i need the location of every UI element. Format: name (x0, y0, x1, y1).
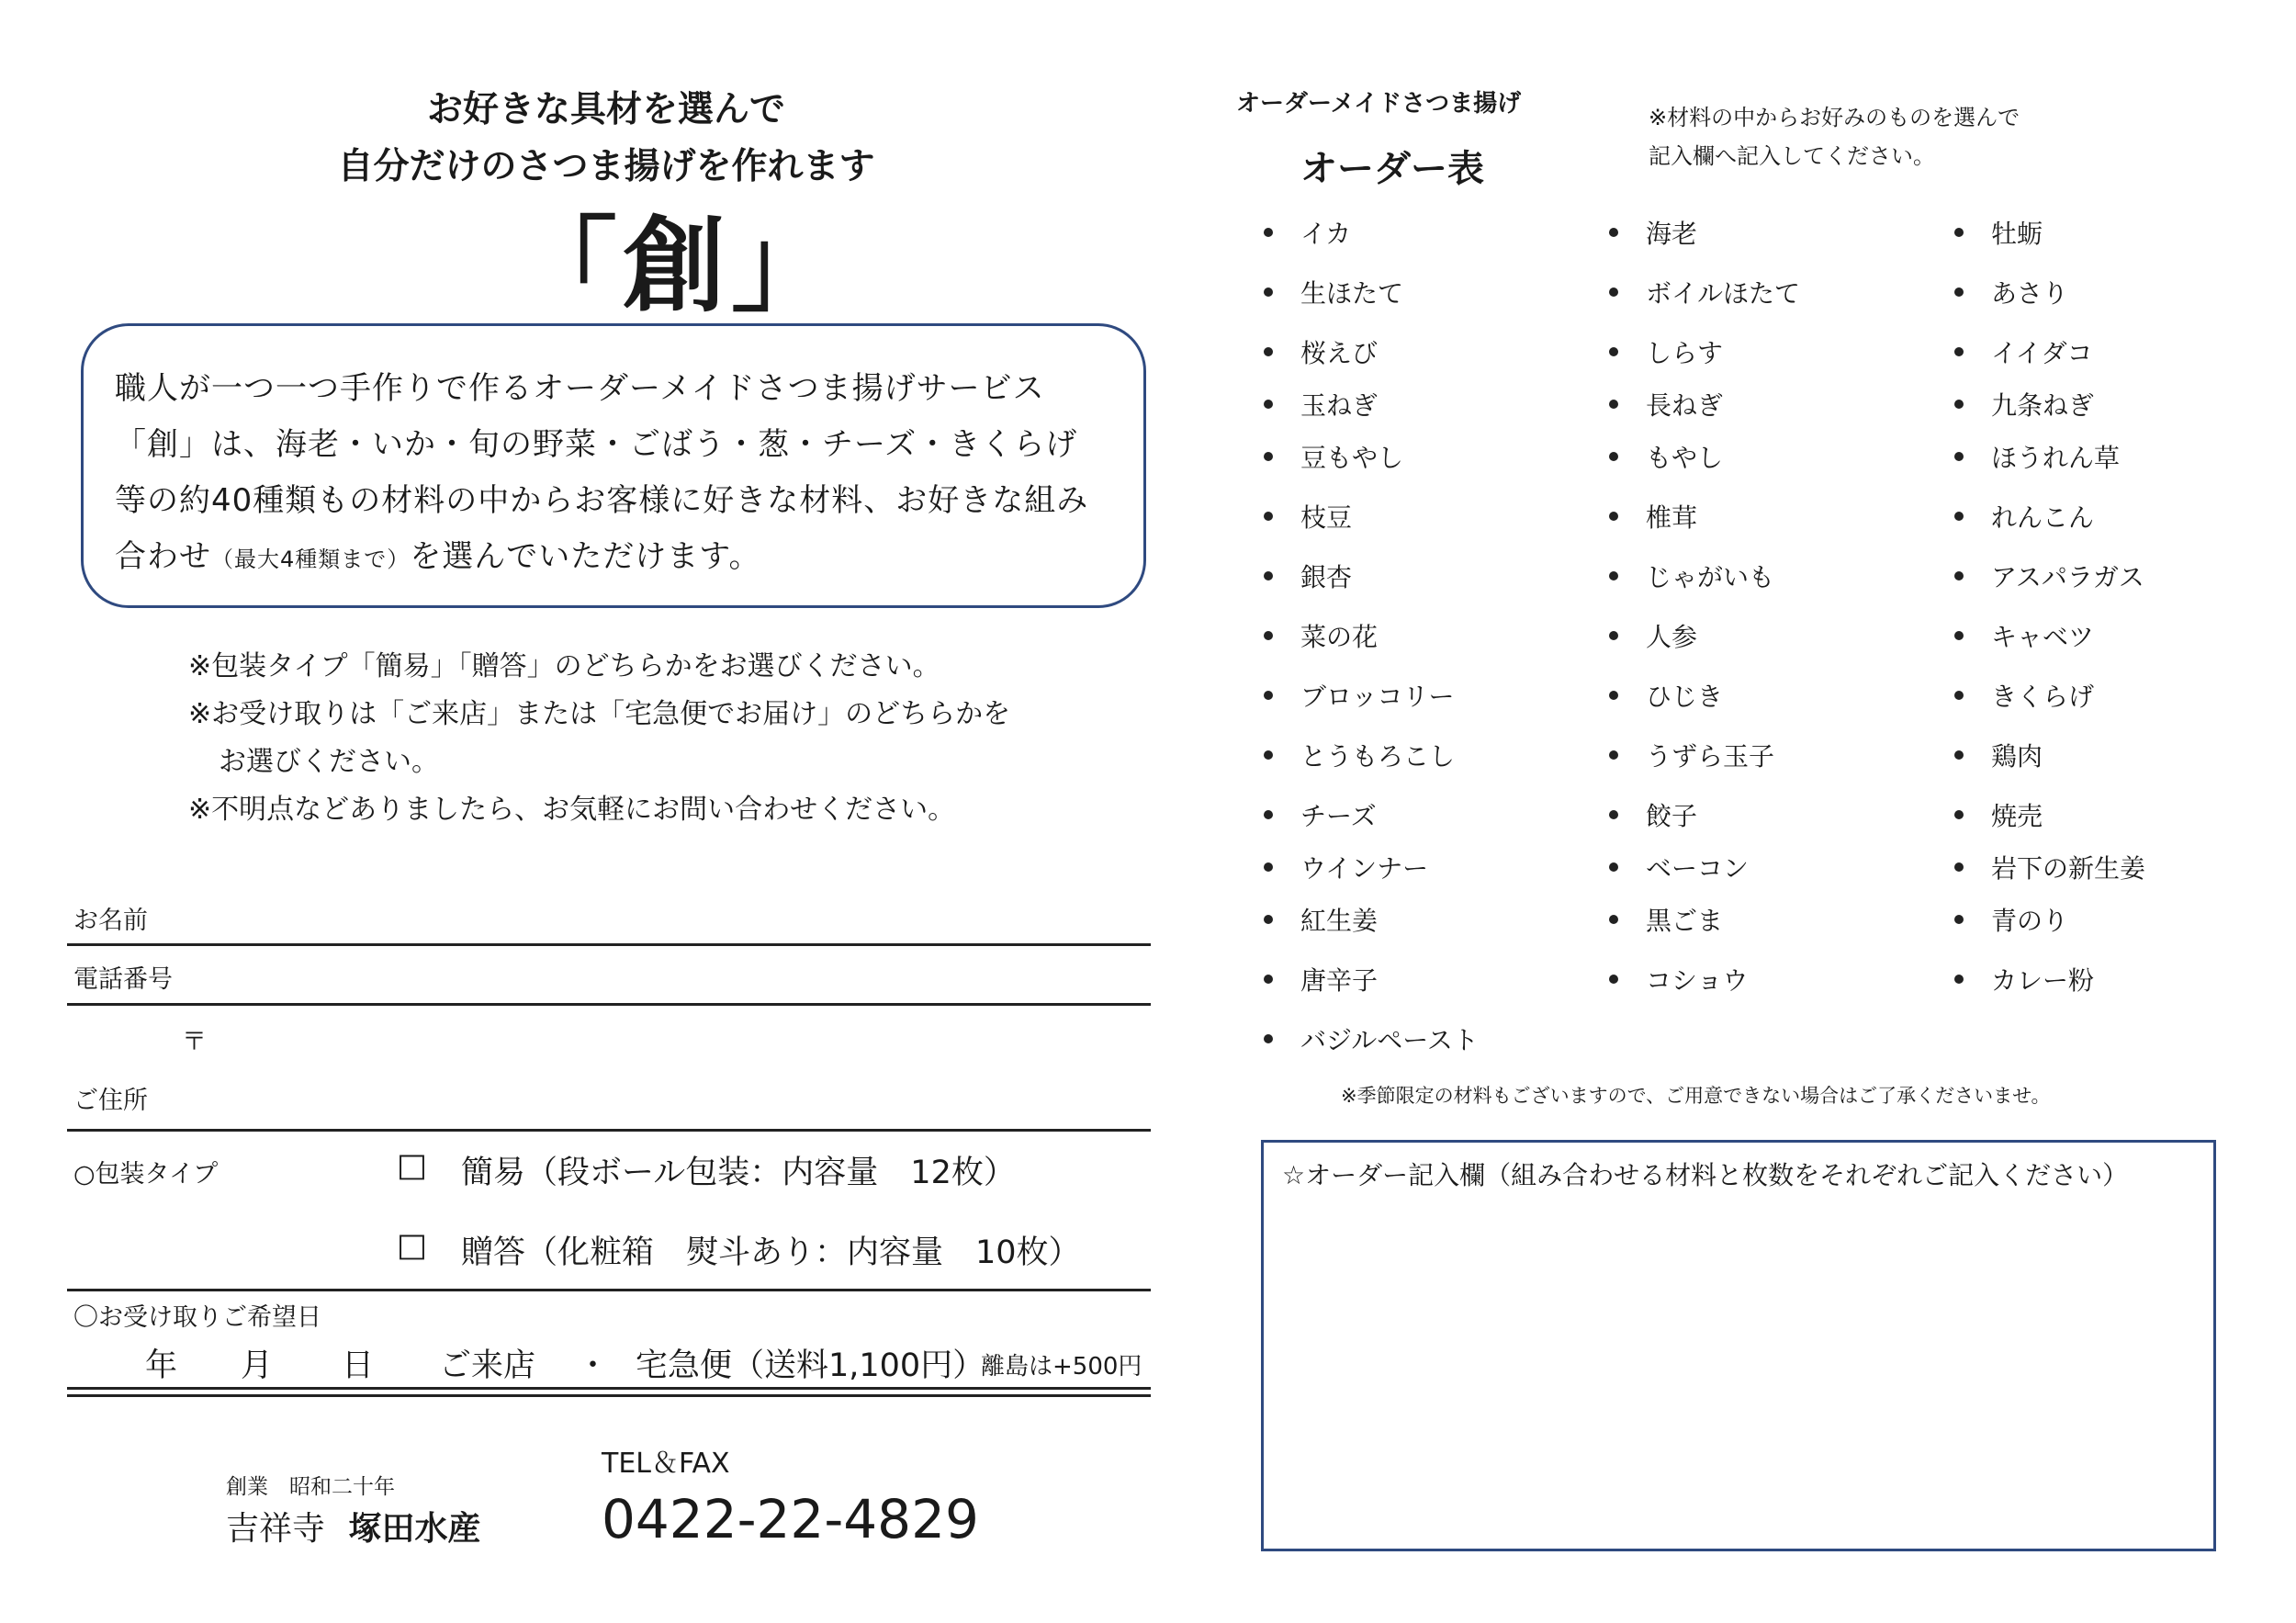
bullet-icon (1954, 228, 1964, 237)
bullet-icon (1264, 691, 1273, 700)
bullet-icon (1954, 287, 1964, 297)
bullet-icon (1609, 810, 1618, 819)
ingredient-item (1609, 333, 1723, 370)
ingredient-label: 青のり (1991, 906, 2069, 936)
ingredient-item (1264, 901, 1378, 938)
bullet-icon (1609, 228, 1618, 237)
ingredient-item (1609, 901, 1723, 938)
order-title: オーダー表 (1300, 148, 1484, 190)
bullet-icon (1264, 571, 1273, 580)
year-label: 年 (145, 1347, 178, 1384)
ingredient-label: ボイルほたて (1646, 278, 1801, 309)
month-label: 月 (241, 1347, 274, 1384)
ingredient-label: 九条ねぎ (1991, 390, 2095, 421)
bullet-icon (1609, 347, 1618, 356)
ingredient-label: ベーコン (1646, 853, 1750, 884)
ingredient-label: れんこん (1991, 502, 2095, 533)
intro-line1: 職人が一つ一つ手作りで作るオーダーメイドさつま揚げサービス (115, 370, 1045, 407)
phone-label: 電話番号 (73, 965, 173, 994)
bullet-icon (1954, 915, 1964, 924)
double-rule-bottom (67, 1394, 1151, 1397)
checkbox-simple[interactable]: □ (397, 1147, 428, 1184)
instruction-line1: ※材料の中からお好みのものを選んで (1649, 105, 2020, 130)
ingredient-item (1609, 961, 1748, 997)
note-pickup-cont: お選びください。 (219, 746, 439, 778)
bullet-icon (1609, 915, 1618, 924)
ingredient-label: 豆もやし (1300, 443, 1404, 473)
day-label: 日 (342, 1347, 375, 1384)
packaging-divider (67, 1289, 1151, 1291)
bullet-icon (1264, 915, 1273, 924)
ingredient-item (1609, 214, 1697, 251)
ingredient-item (1264, 498, 1352, 535)
ingredient-item (1264, 274, 1403, 310)
bullet-icon (1264, 862, 1273, 872)
ingredient-item (1264, 333, 1378, 370)
ingredient-label: 岩下の新生姜 (1991, 853, 2146, 884)
bullet-icon (1609, 287, 1618, 297)
ingredient-label: ひじき (1646, 682, 1724, 712)
ingredient-label: イカ (1300, 219, 1352, 249)
bullet-icon (1264, 228, 1273, 237)
ingredient-label: 焼売 (1991, 801, 2043, 831)
note-contact: ※不明点などありましたら、お気軽にお問い合わせください。 (188, 794, 956, 826)
intro-line4: 合わせ（最大4種類まで）を選んでいただけます。 (115, 538, 761, 575)
ingredient-item (1954, 961, 2094, 997)
ingredient-label: 枝豆 (1300, 502, 1353, 533)
bullet-icon (1954, 975, 1964, 984)
ingredient-label: アスパラガス (1991, 562, 2144, 592)
note-packaging: ※包装タイプ「簡易」「贈答」のどちらかをお選びください。 (188, 650, 940, 682)
ingredient-label: ウインナー (1300, 853, 1429, 884)
ingredient-label: しらす (1646, 338, 1724, 368)
ingredient-label: 紅生姜 (1300, 906, 1379, 936)
bullet-icon (1954, 862, 1964, 872)
ingredient-label: 人参 (1646, 622, 1698, 652)
ingredient-item (1954, 333, 2093, 370)
bullet-icon (1609, 975, 1618, 984)
intro-line3: 等の約40種類もの材料の中からお客様に好きな材料、お好きな組み (115, 482, 1089, 519)
bullet-icon (1609, 691, 1618, 700)
ingredient-item (1954, 901, 2068, 938)
ingredient-label: 海老 (1646, 219, 1698, 249)
bullet-icon (1264, 287, 1273, 297)
area-name: 吉祥寺 (226, 1510, 326, 1548)
name-label: お名前 (73, 907, 148, 935)
address-label: ご住所 (73, 1087, 148, 1115)
option-gift-label: 贈答（化粧箱 熨斗あり：内容量 10枚） (461, 1234, 1081, 1271)
ingredient-label: 鶏肉 (1991, 741, 2043, 772)
bullet-icon (1954, 571, 1964, 580)
ingredient-label: 椎茸 (1646, 502, 1698, 533)
bullet-icon (1954, 810, 1964, 819)
ingredient-item (1609, 796, 1697, 833)
ingredient-item (1954, 274, 2068, 310)
double-rule-top (67, 1387, 1151, 1390)
postal-mark: 〒 (182, 1028, 207, 1056)
order-entry-title: ☆オーダー記入欄（組み合わせる材料と枚数をそれぞれご記入ください） (1282, 1160, 2129, 1190)
ingredient-item (1954, 214, 2043, 251)
service-name: 「創」 (514, 206, 839, 326)
headline-line1: お好きな具材を選んで (426, 89, 785, 130)
seasonal-note: ※季節限定の材料もございますので、ご用意できない場合はご了承くださいませ。 (1341, 1085, 2051, 1107)
ingredient-item (1609, 737, 1774, 773)
bullet-icon (1609, 862, 1618, 872)
company-name: 塚田水産 (348, 1510, 481, 1548)
ingredient-label: 生ほたて (1300, 278, 1404, 309)
intro-line2: 「創」は、海老・いか・旬の野菜・ごばう・葱・チーズ・きくらげ (115, 426, 1078, 463)
bullet-icon (1264, 750, 1273, 760)
ingredient-label: じゃがいも (1646, 562, 1775, 592)
ingredient-label: 菜の花 (1300, 622, 1379, 652)
ingredient-item (1264, 796, 1377, 833)
phone-number: 0422-22-4829 (602, 1488, 979, 1550)
headline-line2: 自分だけのさつま揚げを作れます (337, 146, 875, 187)
island-surcharge: 離島は+500円 (981, 1353, 1142, 1381)
ingredient-item (1954, 438, 2120, 475)
ingredient-item (1264, 1020, 1479, 1057)
bullet-icon (1264, 452, 1273, 461)
ingredient-label: うずら玉子 (1646, 741, 1775, 772)
bullet-icon (1609, 750, 1618, 760)
ingredient-item (1264, 677, 1454, 714)
ingredient-label: イイダコ (1991, 338, 2093, 368)
ingredient-label: あさり (1991, 278, 2069, 309)
founded-text: 創業 昭和二十年 (226, 1475, 395, 1499)
visit-option[interactable]: ご来店 (439, 1347, 536, 1384)
ingredient-item (1609, 498, 1697, 535)
order-entry-box[interactable] (1261, 1140, 2216, 1551)
bullet-icon (1264, 975, 1273, 984)
bullet-icon (1264, 1034, 1273, 1043)
ingredient-label: バジルペースト (1300, 1025, 1479, 1055)
ingredient-label: キャベツ (1991, 622, 2095, 652)
ingredient-label: 唐辛子 (1300, 965, 1379, 996)
ingredient-item (1609, 849, 1749, 885)
bullet-icon (1264, 400, 1273, 409)
ingredient-item (1609, 386, 1723, 423)
ingredient-item (1954, 677, 2094, 714)
name-field-line[interactable] (67, 943, 1151, 946)
bullet-icon (1609, 571, 1618, 580)
ingredient-label: 銀杏 (1300, 562, 1353, 592)
ingredient-label: 長ねぎ (1646, 390, 1724, 421)
bullet-icon (1609, 400, 1618, 409)
bullet-icon (1954, 691, 1964, 700)
bullet-icon (1954, 512, 1964, 521)
ingredient-label: 餃子 (1646, 801, 1698, 831)
ingredient-item (1264, 558, 1352, 594)
checkbox-gift[interactable]: □ (397, 1227, 428, 1264)
ingredient-item (1954, 796, 2043, 833)
contact-label: TEL＆FAX (602, 1448, 730, 1480)
note-pickup: ※お受け取りは「ご来店」または「宅急便でお届け」のどちらかを (188, 698, 1011, 730)
intro-box (81, 323, 1146, 608)
ingredient-item (1609, 677, 1723, 714)
ingredient-item (1954, 617, 2094, 654)
bullet-icon (1609, 631, 1618, 640)
ingredient-item (1954, 558, 2144, 594)
bullet-icon (1954, 347, 1964, 356)
bullet-icon (1264, 631, 1273, 640)
order-subtitle: オーダーメイドさつま揚げ (1236, 90, 1522, 118)
packaging-label: ○包装タイプ (73, 1160, 219, 1189)
ingredient-item (1954, 849, 2145, 885)
ingredient-item (1264, 737, 1455, 773)
address-field-line[interactable] (67, 1129, 1151, 1132)
ingredient-label: 玉ねぎ (1300, 390, 1379, 421)
ingredient-item (1264, 617, 1378, 654)
ingredient-item (1264, 849, 1428, 885)
ingredient-label: チーズ (1300, 801, 1377, 831)
bullet-icon (1264, 512, 1273, 521)
bullet-icon (1609, 452, 1618, 461)
ingredient-item (1609, 558, 1774, 594)
ingredient-item (1264, 961, 1378, 997)
bullet-icon (1954, 400, 1964, 409)
ingredient-item (1609, 274, 1800, 310)
option-separator: ・ (577, 1347, 610, 1384)
ingredient-label: ほうれん草 (1991, 443, 2121, 473)
ingredient-item (1609, 617, 1697, 654)
instruction-line2: 記入欄へ記入してください。 (1649, 143, 1935, 169)
ingredient-label: もやし (1646, 443, 1724, 473)
ingredient-label: コショウ (1646, 965, 1749, 996)
bullet-icon (1264, 810, 1273, 819)
delivery-option[interactable]: 宅急便（送料1,100円） (636, 1347, 985, 1384)
ingredient-item (1264, 438, 1403, 475)
company-line (226, 1503, 480, 1550)
ingredient-item (1264, 214, 1351, 251)
ingredient-item (1264, 386, 1378, 423)
ingredient-label: カレー粉 (1991, 965, 2095, 996)
bullet-icon (1609, 512, 1618, 521)
ingredient-item (1954, 498, 2094, 535)
phone-field-line[interactable] (67, 1003, 1151, 1006)
ingredient-label: ブロッコリー (1300, 682, 1455, 712)
bullet-icon (1954, 452, 1964, 461)
bullet-icon (1954, 631, 1964, 640)
bullet-icon (1264, 347, 1273, 356)
ingredient-label: とうもろこし (1300, 741, 1456, 772)
ingredient-label: 牡蛎 (1991, 219, 2043, 249)
ingredient-label: 黒ごま (1646, 906, 1724, 936)
option-simple-label: 簡易（段ボール包装：内容量 12枚） (461, 1155, 1016, 1191)
ingredient-item (1954, 386, 2094, 423)
pickup-label: 〇お受け取りご希望日 (73, 1303, 321, 1332)
ingredient-item (1954, 737, 2043, 773)
bullet-icon (1954, 750, 1964, 760)
ingredient-item (1609, 438, 1723, 475)
ingredient-label: 桜えび (1300, 338, 1379, 368)
ingredient-label: きくらげ (1991, 682, 2095, 712)
